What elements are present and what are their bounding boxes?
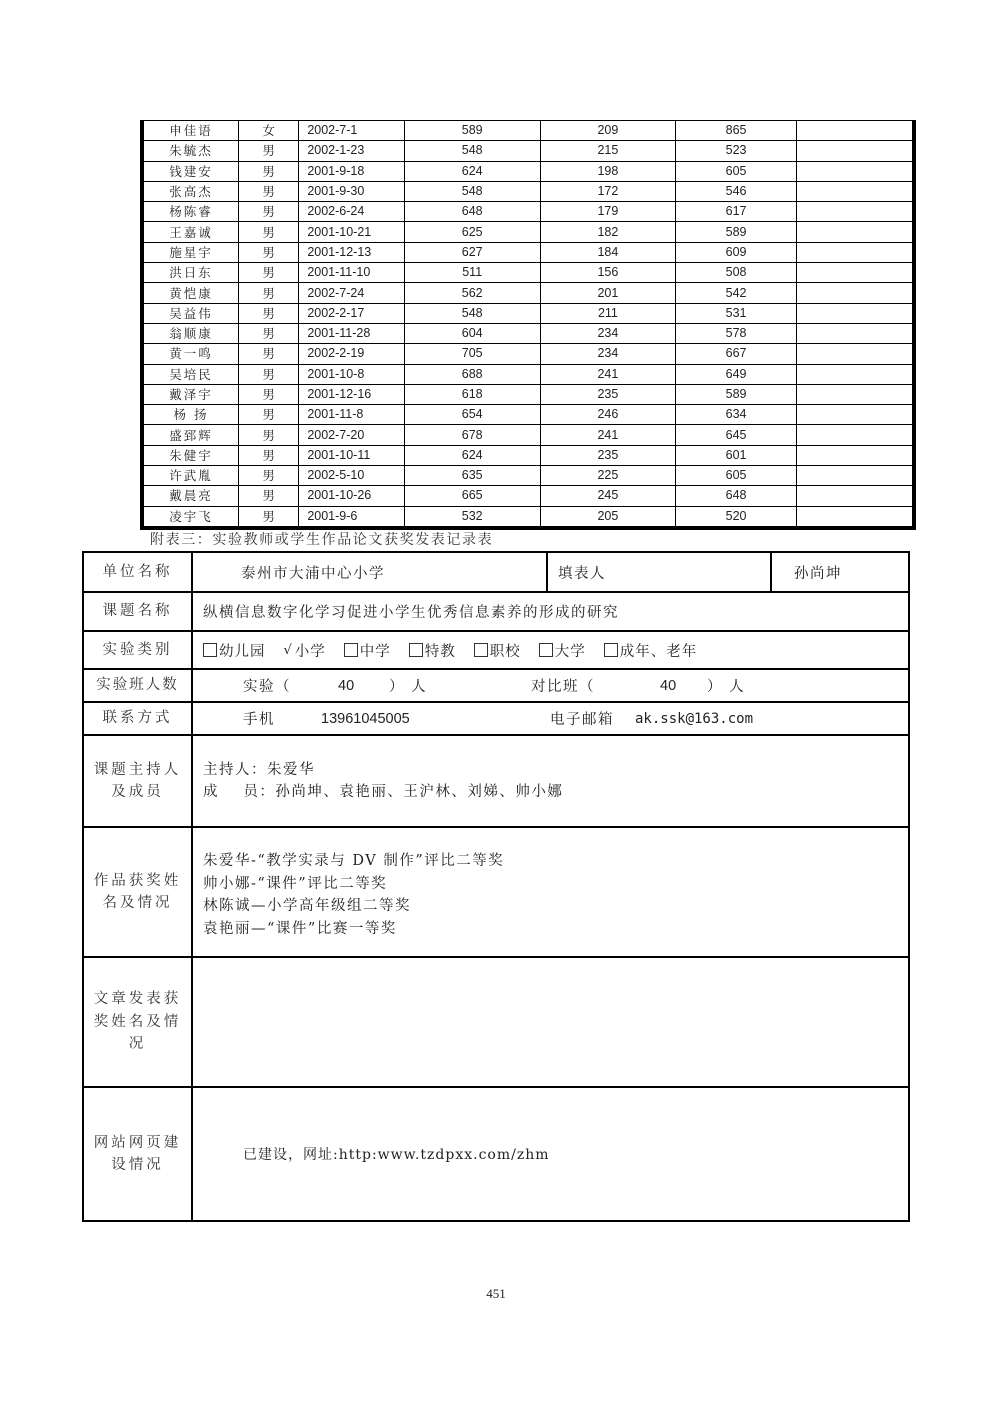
score-1: 705 [404,344,540,364]
remark [796,344,914,364]
score-3: 520 [676,506,797,528]
student-gender: 男 [239,181,299,201]
filler-label: 填表人 [548,553,772,591]
score-1: 688 [404,364,540,384]
category-option-label: 中学 [359,643,391,660]
topic-row [84,593,908,632]
score-1: 604 [404,323,540,343]
score-2: 241 [540,364,676,384]
remark [796,121,914,141]
score-3: 508 [676,263,797,283]
score-2: 172 [540,181,676,201]
student-birthdate: 2001-9-6 [299,506,405,528]
student-name: 王嘉诚 [142,222,239,242]
score-3: 531 [676,303,797,323]
category-option[interactable] [203,640,266,661]
score-1: 548 [404,303,540,323]
student-birthdate: 2002-2-17 [299,303,405,323]
topic-value: 纵横信息数字化学习促进小学生优秀信息素养的形成的研究 [203,605,619,621]
score-3: 649 [676,364,797,384]
table-row [142,303,914,323]
category-options [193,632,908,668]
class-size-label: 实验班人数 [84,670,193,701]
table-row [142,486,914,506]
host-label-line: 课题主持人 [93,761,182,778]
unit-value: 泰州市大浦中心小学 [193,553,548,591]
student-birthdate: 2002-5-10 [299,466,405,486]
members-line: 成 员：孙尚坤、袁艳丽、王沪林、刘娣、帅小娜 [203,784,564,800]
student-birthdate: 2001-12-13 [299,242,405,262]
topic-label: 课题名称 [84,593,193,630]
table-row [142,181,914,201]
student-birthdate: 2001-12-16 [299,384,405,404]
table-row [142,283,914,303]
score-2: 234 [540,344,676,364]
checkbox-icon[interactable] [604,643,618,657]
remark [796,202,914,222]
remark [796,506,914,528]
student-birthdate: 2002-7-1 [299,121,405,141]
student-name: 凌宇飞 [142,506,239,528]
table-row [142,222,914,242]
student-gender: 男 [239,263,299,283]
works-label [84,828,193,956]
remark [796,141,914,161]
remark [796,425,914,445]
student-gender: 男 [239,242,299,262]
student-name: 戴晨亮 [142,486,239,506]
remark [796,445,914,465]
student-name: 朱健宇 [142,445,239,465]
remark [796,161,914,181]
ctrl-prefix: 对比班（ [531,679,595,695]
student-birthdate: 2002-7-20 [299,425,405,445]
works-line: 林陈诚—小学高年级组二等奖 [203,898,411,914]
student-gender: 男 [239,161,299,181]
remark [796,364,914,384]
score-1: 624 [404,161,540,181]
student-birthdate: 2001-9-18 [299,161,405,181]
student-name: 申佳语 [142,121,239,141]
score-1: 665 [404,486,540,506]
category-option-label: 大学 [554,643,586,660]
ctrl-suffix: ） 人 [707,679,746,695]
remark [796,242,914,262]
student-birthdate: 2001-10-11 [299,445,405,465]
student-name: 许武胤 [142,466,239,486]
student-birthdate: 2002-2-19 [299,344,405,364]
table-row [142,161,914,181]
score-1: 511 [404,263,540,283]
student-score-table [140,120,916,530]
student-gender: 男 [239,364,299,384]
student-name: 黄恺康 [142,283,239,303]
student-birthdate: 2001-11-10 [299,263,405,283]
works-line: 朱爱华-“教学实录与 DV 制作”评比二等奖 [203,853,505,869]
category-option[interactable] [604,640,698,661]
score-3: 667 [676,344,797,364]
student-birthdate: 2001-9-30 [299,181,405,201]
remark [796,222,914,242]
articles-label-line: 文章发表获 [93,991,182,1008]
check-mark-icon[interactable]: √ [283,642,293,658]
score-2: 184 [540,242,676,262]
score-2: 225 [540,466,676,486]
score-1: 625 [404,222,540,242]
checkbox-icon[interactable] [539,643,553,657]
contact-label: 联系方式 [84,703,193,734]
score-3: 589 [676,222,797,242]
score-2: 182 [540,222,676,242]
student-birthdate: 2001-11-28 [299,323,405,343]
checkbox-icon[interactable] [409,643,423,657]
works-line: 袁艳丽—“课件”比赛一等奖 [203,920,397,937]
score-3: 609 [676,242,797,262]
score-1: 648 [404,202,540,222]
articles-label-line: 奖姓名及情 [93,1013,182,1030]
score-3: 542 [676,283,797,303]
unit-row [84,553,908,593]
remark [796,384,914,404]
category-option-label: 幼儿园 [219,643,266,660]
student-name: 钱建安 [142,161,239,181]
table-row [142,445,914,465]
table-row [142,323,914,343]
works-row [84,828,908,958]
website-value [193,1088,908,1220]
score-1: 532 [404,506,540,528]
category-option-label: 成年、老年 [619,643,698,660]
score-2: 209 [540,121,676,141]
remark [796,486,914,506]
articles-value [193,958,908,1086]
student-gender: 男 [239,323,299,343]
table-row [142,506,914,528]
articles-label-line: 况 [128,1036,147,1053]
category-option[interactable] [539,640,586,661]
student-birthdate: 2001-10-8 [299,364,405,384]
score-2: 235 [540,384,676,404]
remark [796,323,914,343]
student-birthdate: 2002-6-24 [299,202,405,222]
student-name: 吴益伟 [142,303,239,323]
student-gender: 男 [239,283,299,303]
score-2: 201 [540,283,676,303]
score-2: 235 [540,445,676,465]
checkbox-icon[interactable] [344,643,358,657]
score-1: 618 [404,384,540,404]
student-gender: 男 [239,425,299,445]
remark [796,405,914,425]
student-gender: 男 [239,506,299,528]
student-gender: 男 [239,486,299,506]
table-row [142,364,914,384]
host-values [193,736,908,826]
score-2: 198 [540,161,676,181]
score-1: 624 [404,445,540,465]
table-row [142,263,914,283]
page-number: 451 [486,1286,506,1301]
table-row [142,405,914,425]
student-gender: 男 [239,445,299,465]
exp-prefix: 实验（ [243,679,291,695]
score-3: 645 [676,425,797,445]
category-label: 实验类别 [84,632,193,668]
checkbox-icon[interactable] [474,643,488,657]
student-gender: 男 [239,202,299,222]
score-2: 179 [540,202,676,222]
student-name: 杨陈睿 [142,202,239,222]
phone-label: 手机 [243,712,275,728]
score-3: 617 [676,202,797,222]
score-3: 605 [676,466,797,486]
score-3: 634 [676,405,797,425]
table-row [142,344,914,364]
class-size-row [84,670,908,703]
category-option-label: 小学 [294,643,326,660]
student-gender: 男 [239,141,299,161]
category-option[interactable] [284,640,326,661]
student-name: 戴泽宇 [142,384,239,404]
ctrl-count: 40 [660,677,677,694]
score-2: 211 [540,303,676,323]
host-row [84,736,908,828]
score-2: 205 [540,506,676,528]
score-3: 589 [676,384,797,404]
student-name: 洪日东 [142,263,239,283]
host-line: 主持人：朱爱华 [203,761,315,778]
student-name: 翁顺康 [142,323,239,343]
host-label [84,736,193,826]
student-gender: 男 [239,405,299,425]
website-row [84,1088,908,1220]
score-3: 546 [676,181,797,201]
category-option[interactable] [409,640,456,661]
score-2: 246 [540,405,676,425]
email-value: ak.ssk@163.com [635,710,754,727]
articles-row [84,958,908,1088]
score-1: 548 [404,141,540,161]
exp-count: 40 [338,677,355,694]
works-label-line: 作品获奖姓 [93,872,182,889]
score-3: 865 [676,121,797,141]
category-option[interactable] [344,640,391,661]
articles-label [84,958,193,1086]
student-birthdate: 2002-1-23 [299,141,405,161]
student-name: 吴培民 [142,364,239,384]
student-gender: 男 [239,344,299,364]
host-label-line: 及成员 [111,784,164,800]
exp-suffix: ） 人 [389,679,428,695]
score-3: 648 [676,486,797,506]
email-label: 电子邮箱 [550,712,614,728]
student-gender: 女 [239,121,299,141]
unit-label: 单位名称 [84,553,193,591]
score-3: 605 [676,161,797,181]
score-3: 523 [676,141,797,161]
remark [796,283,914,303]
student-name: 张高杰 [142,181,239,201]
score-1: 562 [404,283,540,303]
student-name: 黄一鸣 [142,344,239,364]
score-3: 601 [676,445,797,465]
phone-value: 13961045005 [321,710,410,727]
score-1: 627 [404,242,540,262]
contact-row [84,703,908,736]
student-gender: 男 [239,222,299,242]
student-name: 施星宇 [142,242,239,262]
remark [796,263,914,283]
score-1: 678 [404,425,540,445]
score-2: 245 [540,486,676,506]
student-name: 杨 扬 [142,405,239,425]
remark [796,466,914,486]
contact-values [193,703,908,734]
category-option-label: 特教 [424,643,456,660]
category-option[interactable] [474,640,521,661]
score-2: 215 [540,141,676,161]
score-1: 589 [404,121,540,141]
website-text: 已建设，网址:http:www.tzdpxx.com/zhm [243,1147,550,1163]
student-birthdate: 2001-11-8 [299,405,405,425]
score-1: 654 [404,405,540,425]
score-1: 548 [404,181,540,201]
student-birthdate: 2001-10-26 [299,486,405,506]
table-row [142,425,914,445]
student-name: 盛郅辉 [142,425,239,445]
works-values [193,828,908,956]
student-gender: 男 [239,303,299,323]
award-record-form [82,551,910,1222]
works-label-line: 名及情况 [102,895,173,911]
category-row [84,632,908,670]
score-3: 578 [676,323,797,343]
student-gender: 男 [239,384,299,404]
website-label-line: 网站网页建 [93,1134,182,1151]
checkbox-icon[interactable] [203,643,217,657]
student-birthdate: 2001-10-21 [299,222,405,242]
table-row [142,141,914,161]
table-caption: 附表三：实验教师或学生作品论文获奖发表记录表 [150,532,494,548]
score-2: 241 [540,425,676,445]
class-size-values [193,670,908,701]
score-2: 234 [540,323,676,343]
remark [796,181,914,201]
remark [796,303,914,323]
works-line: 帅小娜-“课件”评比二等奖 [203,875,388,892]
table-row [142,466,914,486]
table-row [142,121,914,141]
student-birthdate: 2002-7-24 [299,283,405,303]
score-2: 156 [540,263,676,283]
website-label-line: 设情况 [111,1157,164,1173]
student-name: 朱毓杰 [142,141,239,161]
score-1: 635 [404,466,540,486]
student-gender: 男 [239,466,299,486]
filler-value: 孙尚坤 [794,565,842,582]
website-label [84,1088,193,1220]
table-row [142,384,914,404]
table-row [142,242,914,262]
category-option-label: 职校 [489,643,521,660]
table-row [142,202,914,222]
